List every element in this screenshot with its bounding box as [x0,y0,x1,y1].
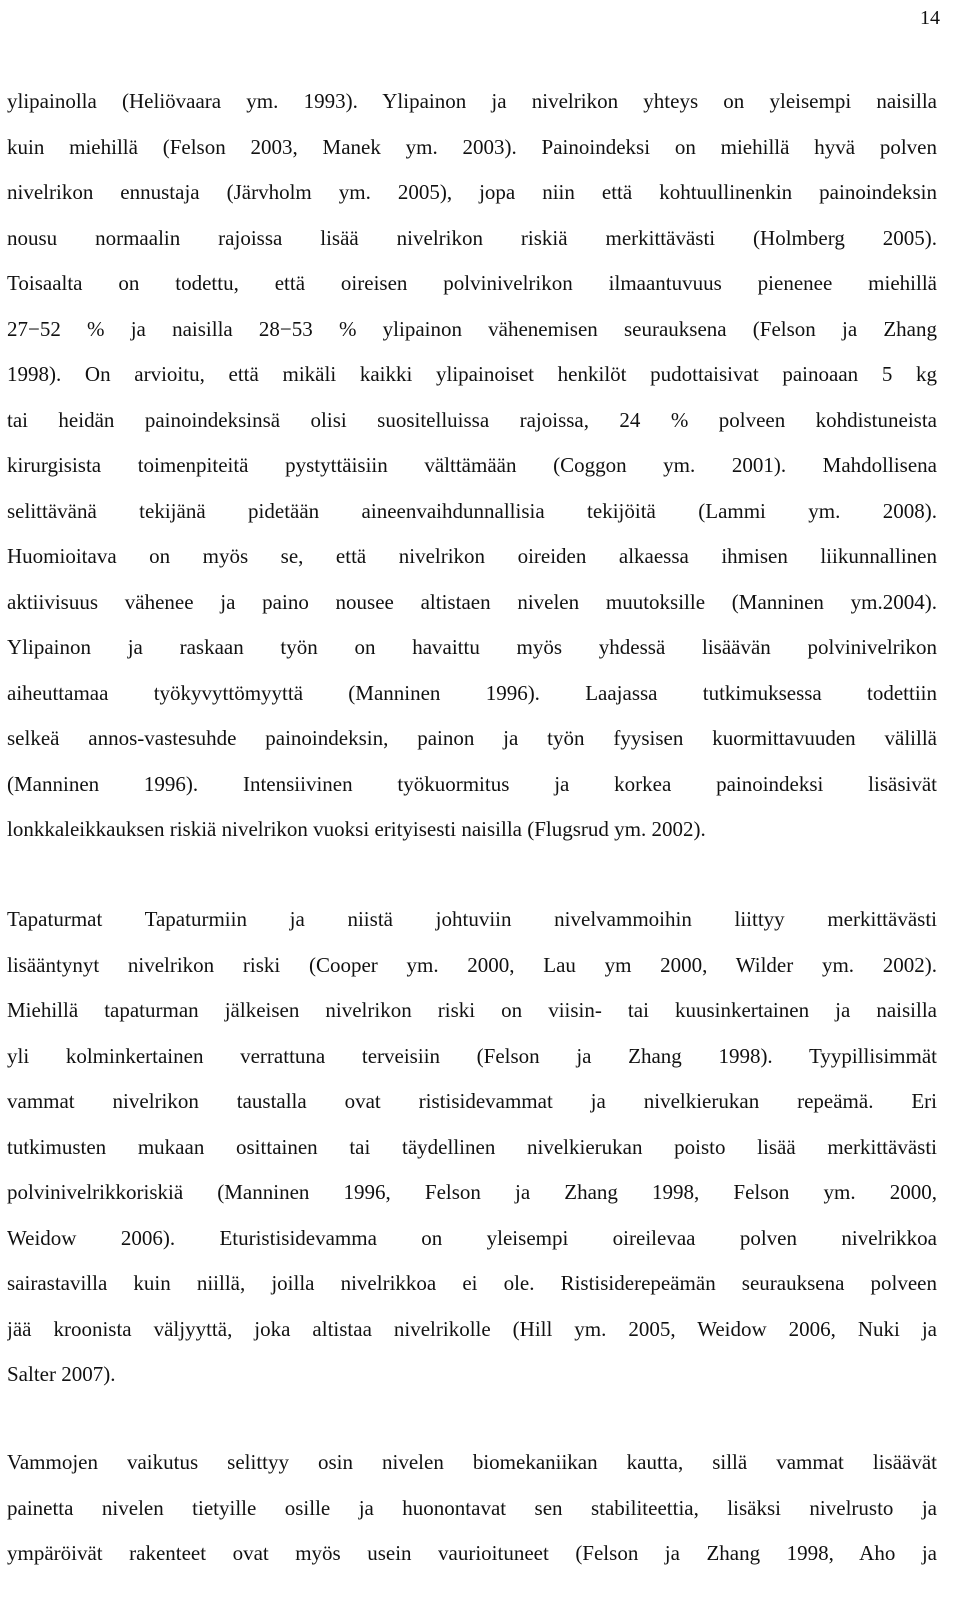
text-line: kuin miehillä (Felson 2003, Manek ym. 2003). Painoindeksi on miehillä hyvä polven [7,134,937,159]
text-line: ylipainolla (Heliövaara ym. 1993). Ylipainon ja nivelrikon yhteys on yleisempi naisilla [7,89,937,113]
text-line: nivelrikon ennustaja (Järvholm ym. 2005), jopa niin että kohtuullinenkin painoindeksin [7,180,937,204]
text-line: Tapaturmat Tapaturmiin ja niistä johtuviin nivelvammoihin liittyy merkittävästi [7,907,937,931]
paragraph-body [7,1440,937,1577]
text-line: Salter 2007). [7,1362,116,1386]
text-line: tai heidän painoindeksinsä olisi suositelluissa rajoissa, 24 % polveen kohdistuneista [7,407,937,432]
text-line: Miehillä tapaturman jälkeisen nivelrikon riski on viisin- tai kuusinkertainen ja naisilla [7,998,937,1022]
text-line: Vammojen vaikutus selittyy osin nivelen biomekaniikan kautta, sillä vammat lisäävät [7,1450,937,1474]
text-line: vammat nivelrikon taustalla ovat ristisidevammat ja nivelkierukan repeämä. Eri [7,1089,937,1113]
text-line: polvinivelrikkoriskiä (Manninen 1996, Felson ja Zhang 1998, Felson ym. 2000, [7,1180,937,1204]
text-line: ympäröivät rakenteet ovat myös usein vaurioituneet (Felson ja Zhang 1998, Aho ja [7,1541,937,1565]
text-line: selittävänä tekijänä pidetään aineenvaihdunnallisia tekijöitä (Lammi ym. 2008). [7,498,937,523]
paragraph-body [7,897,937,1398]
text-line: 1998). On arvioitu, että mikäli kaikki ylipainoiset henkilöt pudottaisivat painoaan 5 kg [7,362,937,386]
text-line: yli kolminkertainen verrattuna terveisiin (Felson ja Zhang 1998). Tyypillisimmät [7,1043,937,1068]
text-line: selkeä annos-vastesuhde painoindeksin, painon ja työn fyysisen kuormittavuuden välillä [7,726,937,750]
text-line: jää kroonista väljyyttä, joka altistaa nivelrikolle (Hill ym. 2005, Weidow 2006, Nuki ja [7,1316,937,1341]
text-line: tutkimusten mukaan osittainen tai täydellinen nivelkierukan poisto lisää merkittävästi [7,1134,937,1159]
text-line: (Manninen 1996). Intensiivinen työkuormitus ja korkea painoindeksi lisäsivät [7,771,937,796]
text-line: sairastavilla kuin niillä, joilla nivelrikkoa ei ole. Ristisiderepeämän seurauksena polveen [7,1271,937,1295]
text-line: nousu normaalin rajoissa lisää nivelrikon riskiä merkittävästi (Holmberg 2005). [7,225,937,250]
text-line: kirurgisista toimenpiteitä pystyttäisiin välttämään (Coggon ym. 2001). Mahdollisena [7,453,937,477]
text-line: lisääntynyt nivelrikon riski (Cooper ym. 2000, Lau ym 2000, Wilder ym. 2002). [7,952,937,977]
text-line: Toisaalta on todettu, että oireisen polvinivelrikon ilmaantuvuus pienenee miehillä [7,271,937,295]
text-line: Huomioitava on myös se, että nivelrikon oireiden alkaessa ihmisen liikunnallinen [7,544,937,568]
text-line: 27−52 % ja naisilla 28−53 % ylipainon vähenemisen seurauksena (Felson ja Zhang [7,316,937,341]
paragraph-body [7,79,937,853]
text-line: aiheuttamaa työkyvyttömyyttä (Manninen 1996). Laajassa tutkimuksessa todettiin [7,680,937,705]
text-line: aktiivisuus vähenee ja paino nousee altistaen nivelen muutoksille (Manninen ym.2004). [7,589,937,614]
text-line: painetta nivelen tietyille osille ja huonontavat sen stabiliteettia, lisäksi nivelrusto ja [7,1495,937,1520]
page-number: 14 [920,7,940,29]
text-line: Ylipainon ja raskaan työn on havaittu myös yhdessä lisäävän polvinivelrikon [7,635,937,659]
text-line: lonkkaleikkauksen riskiä nivelrikon vuoksi erityisesti naisilla (Flugsrud ym. 2002). [7,817,706,841]
text-line: Weidow 2006). Eturistisidevamma on yleisempi oireilevaa polven nivelrikkoa [7,1225,937,1250]
